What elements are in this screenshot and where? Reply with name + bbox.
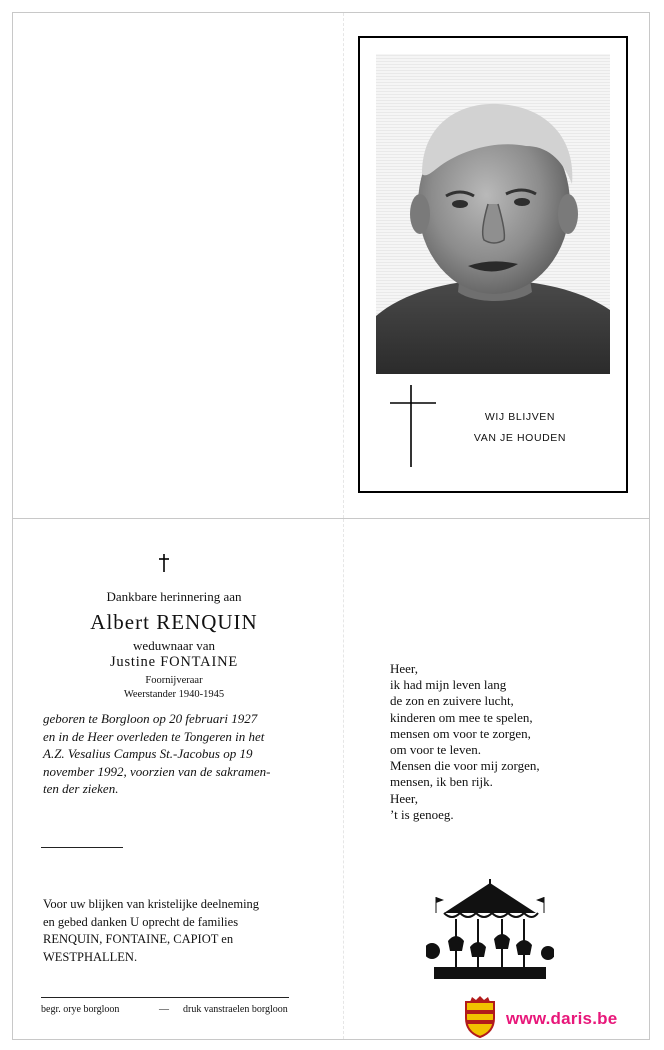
carousel-illustration — [426, 879, 554, 981]
divider-long — [41, 997, 289, 998]
cross-icon — [388, 383, 438, 469]
printer-name: druk vanstraelen borgloon — [183, 1004, 288, 1015]
thanks-text: Voor uw blijken van kristelijke deelneming en gebed danken U oprecht de families RENQUIN, FONTAINE, CAPIOT en WESTPHALLEN. — [43, 897, 260, 964]
divider-short — [41, 847, 123, 848]
portrait-photo — [376, 54, 610, 374]
crest-icon — [462, 996, 498, 1038]
verse-line-1: WIJ BLIJVEN — [484, 411, 556, 423]
photo-frame — [358, 36, 628, 493]
deceased-name — [43, 610, 305, 635]
last-name: RENQUIN — [156, 610, 258, 634]
funeral-director: begr. orye borgloon — [41, 1004, 120, 1015]
intro-text: Dankbare herinnering aan — [106, 589, 242, 604]
biography: geboren te Borgloon op 20 februari 1927 en in de Heer overleden te Tongeren in het A.Z. Vesalius Campus St.-Jacobus op 19 november 1992, voorzien van de sakramen- ten der zieken. — [43, 711, 271, 796]
occupation: Foornijveraar — [145, 675, 203, 686]
portrait-illustration — [376, 54, 610, 374]
fold-line — [343, 13, 344, 518]
small-cross-icon — [157, 553, 171, 573]
spouse-name: Justine FONTAINE — [109, 654, 239, 670]
watermark[interactable]: www.daris.be — [506, 1009, 618, 1028]
verse-short — [460, 407, 580, 449]
resistance-note: Weerstander 1940-1945 — [123, 689, 225, 700]
verse-line-2: VAN JE HOUDEN — [473, 432, 567, 444]
first-name: Albert — [90, 610, 150, 634]
printer-separator: — — [159, 1004, 169, 1015]
card-inside — [13, 519, 649, 1039]
fold-line-inside — [343, 519, 344, 1039]
widow-label: weduwnaar van — [133, 638, 215, 653]
poem: Heer, ik had mijn leven lang de zon en zuivere lucht, kinderen om mee te spelen, mensen om voor te zorgen, om voor te leven. Mensen die voor mij zorgen, mensen, ik ben rijk. Heer, ’t is genoeg. — [390, 661, 540, 822]
card-front — [13, 13, 649, 518]
